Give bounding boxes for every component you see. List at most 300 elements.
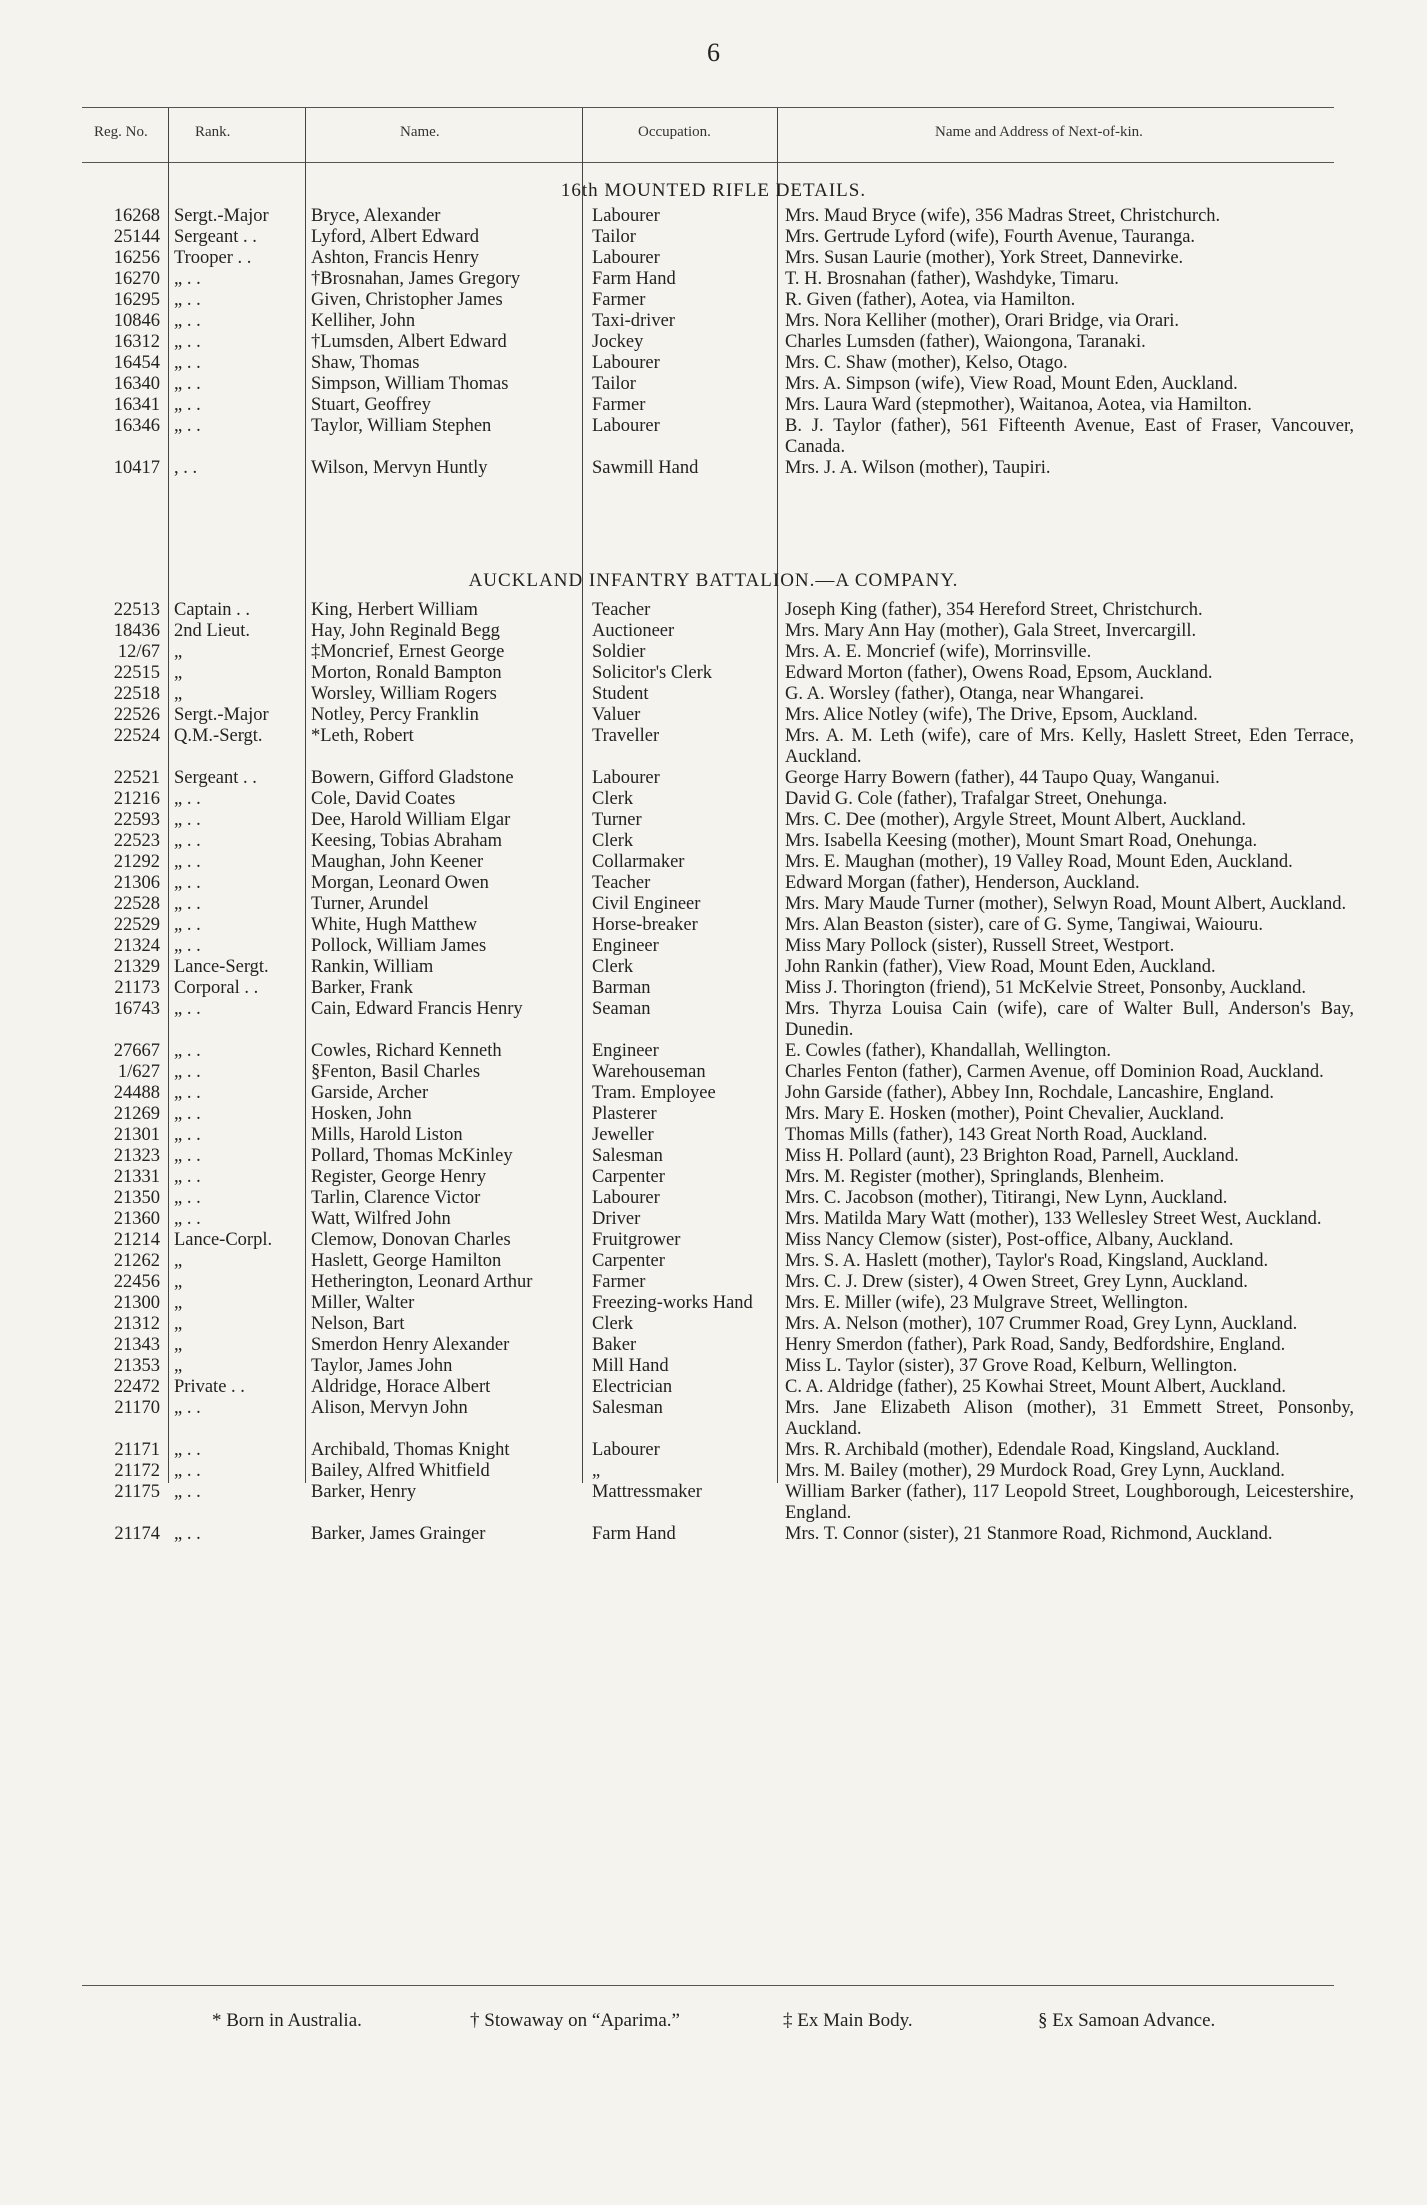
occupation-cell: Student	[592, 684, 649, 704]
occupation-cell: Engineer	[592, 1041, 659, 1061]
next-of-kin-cell: Mrs. A. E. Moncrief (wife), Morrinsville.	[785, 642, 1092, 662]
rank-cell: „ . .	[174, 332, 201, 352]
roll-row	[82, 831, 1354, 852]
next-of-kin-cell: Mrs. Alice Notley (wife), The Drive, Epsom, Auckland.	[785, 705, 1198, 725]
next-of-kin-cell: Mrs. Matilda Mary Watt (mother), 133 Wellesley Street West, Auckland.	[785, 1209, 1322, 1229]
reg-no-cell: 21324	[113, 936, 160, 956]
roll-row	[82, 1104, 1354, 1125]
name-cell: Given, Christopher James	[311, 290, 503, 310]
rank-cell: „	[174, 684, 183, 704]
reg-no-cell: 16270	[113, 269, 160, 289]
reg-no-cell: 21214	[113, 1230, 160, 1250]
name-cell: Wilson, Mervyn Huntly	[311, 458, 488, 478]
roll-row	[82, 936, 1354, 957]
occupation-cell: Turner	[592, 810, 642, 830]
name-cell: Ashton, Francis Henry	[311, 248, 480, 268]
rank-cell: „ . .	[174, 1041, 201, 1061]
next-of-kin-cell: Edward Morton (father), Owens Road, Epsom, Auckland.	[785, 663, 1213, 683]
roll-row	[82, 810, 1354, 831]
reg-no-cell: 24488	[113, 1083, 160, 1103]
rank-cell: „ . .	[174, 311, 201, 331]
rank-cell: Trooper . .	[174, 248, 252, 268]
occupation-cell: Valuer	[592, 705, 641, 725]
roll-row	[82, 1062, 1354, 1083]
rank-cell: „	[174, 663, 183, 683]
reg-no-cell: 10846	[113, 311, 160, 331]
rank-cell: „ . .	[174, 873, 201, 893]
rank-cell: Private . .	[174, 1377, 245, 1397]
roll-row	[82, 957, 1354, 978]
occupation-cell: Jeweller	[592, 1125, 654, 1145]
rank-cell: „ . .	[174, 374, 201, 394]
roll-row	[82, 1356, 1354, 1377]
occupation-cell: Farmer	[592, 1272, 646, 1292]
rank-cell: „	[174, 1251, 183, 1271]
roll-row	[82, 1146, 1354, 1167]
reg-no-cell: 21312	[113, 1314, 160, 1334]
name-cell: Kelliher, John	[311, 311, 416, 331]
next-of-kin-cell: Mrs. Laura Ward (stepmother), Waitanoa, Aotea, via Hamilton.	[785, 395, 1252, 415]
rank-cell: 2nd Lieut.	[174, 621, 251, 641]
name-cell: Notley, Percy Franklin	[311, 705, 479, 725]
roll-row	[82, 248, 1354, 269]
rank-cell: „	[174, 1314, 183, 1334]
next-of-kin-cell: Mrs. Isabella Keesing (mother), Mount Smart Road, Onehunga.	[785, 831, 1258, 851]
next-of-kin-cell: Mrs. Mary Maude Turner (mother), Selwyn Road, Mount Albert, Auckland.	[785, 894, 1347, 914]
rank-cell: „ . .	[174, 353, 201, 373]
header-top-rule	[82, 107, 1334, 108]
reg-no-cell: 22513	[113, 600, 160, 620]
occupation-cell: Labourer	[592, 248, 660, 268]
occupation-cell: Carpenter	[592, 1167, 665, 1187]
next-of-kin-cell: R. Given (father), Aotea, via Hamilton.	[785, 290, 1076, 310]
header-occupation: Occupation.	[638, 124, 711, 140]
next-of-kin-cell: Mrs. C. Shaw (mother), Kelso, Otago.	[785, 353, 1068, 373]
rank-cell: „	[174, 642, 183, 662]
rank-cell: „ . .	[174, 395, 201, 415]
occupation-cell: Traveller	[592, 726, 660, 746]
next-of-kin-cell: C. A. Aldridge (father), 25 Kowhai Street, Mount Albert, Auckland.	[785, 1377, 1286, 1397]
name-cell: Cole, David Coates	[311, 789, 456, 809]
reg-no-cell: 21173	[114, 978, 160, 998]
name-cell: Barker, Henry	[311, 1482, 417, 1502]
reg-no-cell: 16340	[113, 374, 160, 394]
roll-row	[82, 873, 1354, 894]
next-of-kin-cell: Mrs. Alan Beaston (sister), care of G. Syme, Tangiwai, Waiouru.	[785, 915, 1263, 935]
rank-cell: Sergeant . .	[174, 768, 257, 788]
name-cell: ‡Moncrief, Ernest George	[311, 642, 505, 662]
name-cell: Shaw, Thomas	[311, 353, 420, 373]
name-cell: Turner, Arundel	[311, 894, 429, 914]
roll-row	[82, 227, 1354, 248]
roll-row	[82, 1125, 1354, 1146]
name-cell: Archibald, Thomas Knight	[311, 1440, 510, 1460]
name-cell: Bailey, Alfred Whitfield	[311, 1461, 490, 1481]
next-of-kin-cell: G. A. Worsley (father), Otanga, near Whangarei.	[785, 684, 1144, 704]
reg-no-cell: 21269	[113, 1104, 160, 1124]
name-cell: Lyford, Albert Edward	[311, 227, 479, 247]
header-next-of-kin: Name and Address of Next-of-kin.	[935, 124, 1143, 140]
section-title-auckland-infantry: AUCKLAND INFANTRY BATTALION.—A COMPANY.	[468, 570, 959, 591]
occupation-cell: Labourer	[592, 206, 660, 226]
next-of-kin-cell: Mrs. M. Register (mother), Springlands, Blenheim.	[785, 1167, 1165, 1187]
occupation-cell: Freezing-works Hand	[592, 1293, 753, 1313]
name-cell: King, Herbert William	[311, 600, 478, 620]
roll-row	[82, 1482, 1354, 1524]
rank-cell: „ . .	[174, 1398, 201, 1418]
occupation-cell: Auctioneer	[592, 621, 675, 641]
reg-no-cell: 21175	[114, 1482, 160, 1502]
reg-no-cell: 16454	[113, 353, 160, 373]
rank-cell: „ . .	[174, 1461, 201, 1481]
rank-cell: „ . .	[174, 936, 201, 956]
roll-row	[82, 684, 1354, 705]
occupation-cell: Farm Hand	[592, 269, 676, 289]
reg-no-cell: 21329	[113, 957, 160, 977]
roll-row	[82, 999, 1354, 1041]
occupation-cell: Carpenter	[592, 1251, 665, 1271]
roll-row	[82, 1230, 1354, 1251]
occupation-cell: Clerk	[592, 1314, 634, 1334]
name-cell: Cain, Edward Francis Henry	[311, 999, 523, 1019]
rank-cell: „ . .	[174, 1062, 201, 1082]
next-of-kin-cell: Henry Smerdon (father), Park Road, Sandy, Bedfordshire, England.	[785, 1335, 1286, 1355]
occupation-cell: Labourer	[592, 353, 660, 373]
rank-cell: „ . .	[174, 1440, 201, 1460]
occupation-cell: Mattressmaker	[592, 1482, 702, 1502]
rank-cell: Corporal . .	[174, 978, 259, 998]
name-cell: Pollard, Thomas McKinley	[311, 1146, 513, 1166]
roll-row	[82, 1293, 1354, 1314]
rank-cell: „ . .	[174, 416, 201, 436]
next-of-kin-cell: Mrs. Nora Kelliher (mother), Orari Bridge, via Orari.	[785, 311, 1180, 331]
next-of-kin-cell: Mrs. Thyrza Louisa Cain (wife), care of Walter Bull, Anderson's Bay, Dunedin.	[785, 999, 1354, 1040]
name-cell: Watt, Wilfred John	[311, 1209, 451, 1229]
roll-row	[82, 311, 1354, 332]
next-of-kin-cell: Charles Fenton (father), Carmen Avenue, off Dominion Road, Auckland.	[785, 1062, 1324, 1082]
reg-no-cell: 21174	[114, 1524, 160, 1544]
name-cell: Pollock, William James	[311, 936, 487, 956]
name-cell: Smerdon Henry Alexander	[311, 1335, 510, 1355]
roll-row	[82, 1524, 1354, 1545]
occupation-cell: Clerk	[592, 831, 634, 851]
next-of-kin-cell: Mrs. E. Maughan (mother), 19 Valley Road, Mount Eden, Auckland.	[785, 852, 1293, 872]
roll-row	[82, 1188, 1354, 1209]
reg-no-cell: 22526	[113, 705, 160, 725]
occupation-cell: Fruitgrower	[592, 1230, 681, 1250]
occupation-cell: Civil Engineer	[592, 894, 701, 914]
rank-cell: „	[174, 1272, 183, 1292]
reg-no-cell: 16346	[113, 416, 160, 436]
next-of-kin-cell: John Rankin (father), View Road, Mount Eden, Auckland.	[785, 957, 1216, 977]
reg-no-cell: 12/67	[117, 642, 160, 662]
next-of-kin-cell: Mrs. Jane Elizabeth Alison (mother), 31 Emmett Street, Ponsonby, Auckland.	[785, 1398, 1354, 1439]
reg-no-cell: 22524	[113, 726, 160, 746]
roll-row	[82, 978, 1354, 999]
reg-no-cell: 21350	[113, 1188, 160, 1208]
next-of-kin-cell: Mrs. C. Dee (mother), Argyle Street, Mount Albert, Auckland.	[785, 810, 1247, 830]
roll-row	[82, 1377, 1354, 1398]
roll-row	[82, 642, 1354, 663]
reg-no-cell: 21292	[113, 852, 160, 872]
occupation-cell: Labourer	[592, 416, 660, 436]
roll-row	[82, 1440, 1354, 1461]
reg-no-cell: 27667	[113, 1041, 160, 1061]
rank-cell: „ . .	[174, 999, 201, 1019]
name-cell: Barker, Frank	[311, 978, 414, 998]
page-number: 6	[707, 38, 720, 67]
rank-cell: Lance-Corpl.	[174, 1230, 273, 1250]
name-cell: Hetherington, Leonard Arthur	[311, 1272, 533, 1292]
reg-no-cell: 10417	[113, 458, 160, 478]
occupation-cell: Farm Hand	[592, 1524, 676, 1544]
rank-cell: „ . .	[174, 915, 201, 935]
reg-no-cell: 22593	[113, 810, 160, 830]
reg-no-cell: 21301	[113, 1125, 160, 1145]
roll-row	[82, 1272, 1354, 1293]
next-of-kin-cell: Mrs. Mary E. Hosken (mother), Point Chevalier, Auckland.	[785, 1104, 1225, 1124]
reg-no-cell: 22472	[113, 1377, 160, 1397]
next-of-kin-cell: Mrs. C. Jacobson (mother), Titirangi, New Lynn, Auckland.	[785, 1188, 1228, 1208]
name-cell: Cowles, Richard Kenneth	[311, 1041, 502, 1061]
roll-row	[82, 768, 1354, 789]
occupation-cell: Salesman	[592, 1398, 663, 1418]
occupation-cell: Baker	[592, 1335, 637, 1355]
next-of-kin-cell: Mrs. A. M. Leth (wife), care of Mrs. Kelly, Haslett Street, Eden Terrace, Auckland.	[785, 726, 1354, 767]
roll-row	[82, 395, 1354, 416]
rank-cell: „	[174, 1293, 183, 1313]
next-of-kin-cell: John Garside (father), Abbey Inn, Rochdale, Lancashire, England.	[785, 1083, 1275, 1103]
name-cell: Simpson, William Thomas	[311, 374, 509, 394]
name-cell: Stuart, Geoffrey	[311, 395, 431, 415]
reg-no-cell: 21170	[114, 1398, 160, 1418]
rank-cell: „ . .	[174, 1083, 201, 1103]
header-bottom-rule	[82, 162, 1334, 163]
occupation-cell: Horse-breaker	[592, 915, 698, 935]
name-cell: Hay, John Reginald Begg	[311, 621, 500, 641]
next-of-kin-cell: David G. Cole (father), Trafalgar Street, Onehunga.	[785, 789, 1168, 809]
rank-cell: „ . .	[174, 1104, 201, 1124]
occupation-cell: Salesman	[592, 1146, 663, 1166]
occupation-cell: Farmer	[592, 290, 646, 310]
roll-row	[82, 726, 1354, 768]
roll-row	[82, 353, 1354, 374]
next-of-kin-cell: E. Cowles (father), Khandallah, Wellington.	[785, 1041, 1111, 1061]
occupation-cell: Clerk	[592, 789, 634, 809]
rank-cell: Lance-Sergt.	[174, 957, 269, 977]
occupation-cell: Engineer	[592, 936, 659, 956]
next-of-kin-cell: Mrs. E. Miller (wife), 23 Mulgrave Street, Wellington.	[785, 1293, 1189, 1313]
occupation-cell: Mill Hand	[592, 1356, 669, 1376]
auckland-infantry-table	[82, 600, 1354, 1545]
next-of-kin-cell: Mrs. A. Nelson (mother), 107 Crummer Road, Grey Lynn, Auckland.	[785, 1314, 1298, 1334]
rank-cell: „	[174, 1356, 183, 1376]
occupation-cell: Taxi-driver	[592, 311, 675, 331]
rank-cell: „ . .	[174, 810, 201, 830]
footnote-born-australia: * Born in Australia.	[212, 2010, 362, 2031]
name-cell: Morgan, Leonard Owen	[311, 873, 489, 893]
name-cell: Aldridge, Horace Albert	[311, 1377, 491, 1397]
next-of-kin-cell: Charles Lumsden (father), Waiongona, Taranaki.	[785, 332, 1146, 352]
name-cell: Miller, Walter	[311, 1293, 415, 1313]
roll-row	[82, 1398, 1354, 1440]
name-cell: Keesing, Tobias Abraham	[311, 831, 503, 851]
name-cell: †Lumsden, Albert Edward	[311, 332, 507, 352]
name-cell: *Leth, Robert	[311, 726, 414, 746]
roll-row	[82, 1251, 1354, 1272]
occupation-cell: Farmer	[592, 395, 646, 415]
next-of-kin-cell: Miss H. Pollard (aunt), 23 Brighton Road, Parnell, Auckland.	[785, 1146, 1239, 1166]
name-cell: Rankin, William	[311, 957, 434, 977]
name-cell: Tarlin, Clarence Victor	[311, 1188, 481, 1208]
next-of-kin-cell: Mrs. Susan Laurie (mother), York Street, Dannevirke.	[785, 248, 1184, 268]
occupation-cell: Teacher	[592, 600, 651, 620]
next-of-kin-cell: Joseph King (father), 354 Hereford Street, Christchurch.	[785, 600, 1203, 620]
next-of-kin-cell: B. J. Taylor (father), 561 Fifteenth Avenue, East of Fraser, Vancouver, Canada.	[785, 416, 1354, 457]
reg-no-cell: 22521	[113, 768, 160, 788]
rank-cell: „ . .	[174, 1482, 201, 1502]
reg-no-cell: 18436	[113, 621, 160, 641]
next-of-kin-cell: Mrs. R. Archibald (mother), Edendale Road, Kingsland, Auckland.	[785, 1440, 1280, 1460]
rank-cell: Sergeant . .	[174, 227, 257, 247]
header-rank: Rank.	[195, 124, 231, 140]
rank-cell: „	[174, 1335, 183, 1355]
occupation-cell: Sawmill Hand	[592, 458, 699, 478]
rank-cell: „ . .	[174, 894, 201, 914]
reg-no-cell: 21171	[114, 1440, 160, 1460]
occupation-cell: Jockey	[592, 332, 644, 352]
occupation-cell: Tailor	[592, 227, 636, 247]
rank-cell: „ . .	[174, 1209, 201, 1229]
next-of-kin-cell: Mrs. S. A. Haslett (mother), Taylor's Road, Kingsland, Auckland.	[785, 1251, 1269, 1271]
reg-no-cell: 21262	[113, 1251, 160, 1271]
next-of-kin-cell: Miss J. Thorington (friend), 51 McKelvie Street, Ponsonby, Auckland.	[785, 978, 1307, 998]
roll-row	[82, 663, 1354, 684]
name-cell: Maughan, John Keener	[311, 852, 484, 872]
reg-no-cell: 21216	[113, 789, 160, 809]
reg-no-cell: 16295	[113, 290, 160, 310]
reg-no-cell: 1/627	[117, 1062, 160, 1082]
occupation-cell: Clerk	[592, 957, 634, 977]
name-cell: White, Hugh Matthew	[311, 915, 477, 935]
occupation-cell: Collarmaker	[592, 852, 685, 872]
name-cell: Barker, James Grainger	[311, 1524, 486, 1544]
footnote-ex-samoan: § Ex Samoan Advance.	[1038, 2010, 1216, 2031]
roll-row	[82, 705, 1354, 726]
rank-cell: „ . .	[174, 290, 201, 310]
next-of-kin-cell: Mrs. M. Bailey (mother), 29 Murdock Road, Grey Lynn, Auckland.	[785, 1461, 1285, 1481]
occupation-cell: „	[592, 1461, 601, 1481]
roll-row	[82, 269, 1354, 290]
name-cell: Dee, Harold William Elgar	[311, 810, 511, 830]
roll-row	[82, 332, 1354, 353]
occupation-cell: Warehouseman	[592, 1062, 706, 1082]
name-cell: Alison, Mervyn John	[311, 1398, 468, 1418]
roll-row	[82, 458, 1354, 479]
reg-no-cell: 16743	[113, 999, 160, 1019]
rank-cell: „ . .	[174, 831, 201, 851]
reg-no-cell: 22515	[113, 663, 160, 683]
roll-row	[82, 1461, 1354, 1482]
roll-row	[82, 894, 1354, 915]
rank-cell: Captain . .	[174, 600, 251, 620]
header-name: Name.	[400, 124, 440, 140]
roll-row	[82, 206, 1354, 227]
rank-cell: „ . .	[174, 1524, 201, 1544]
next-of-kin-cell: Miss L. Taylor (sister), 37 Grove Road, Kelburn, Wellington.	[785, 1356, 1238, 1376]
reg-no-cell: 21360	[113, 1209, 160, 1229]
roll-row	[82, 600, 1354, 621]
reg-no-cell: 21306	[113, 873, 160, 893]
reg-no-cell: 21353	[113, 1356, 160, 1376]
name-cell: Mills, Harold Liston	[311, 1125, 463, 1145]
name-cell: Taylor, William Stephen	[311, 416, 492, 436]
occupation-cell: Labourer	[592, 1188, 660, 1208]
next-of-kin-cell: George Harry Bowern (father), 44 Taupo Quay, Wanganui.	[785, 768, 1220, 788]
next-of-kin-cell: Mrs. Mary Ann Hay (mother), Gala Street, Invercargill.	[785, 621, 1197, 641]
footnote-stowaway: † Stowaway on “Aparima.”	[470, 2010, 680, 2031]
roll-row	[82, 290, 1354, 311]
name-cell: Clemow, Donovan Charles	[311, 1230, 511, 1250]
reg-no-cell: 22528	[113, 894, 160, 914]
roll-row	[82, 1167, 1354, 1188]
rank-cell: „ . .	[174, 852, 201, 872]
roll-row	[82, 915, 1354, 936]
reg-no-cell: 16312	[113, 332, 160, 352]
next-of-kin-cell: Mrs. J. A. Wilson (mother), Taupiri.	[785, 458, 1051, 478]
next-of-kin-cell: Mrs. A. Simpson (wife), View Road, Mount Eden, Auckland.	[785, 374, 1238, 394]
rank-cell: „ . .	[174, 1146, 201, 1166]
rank-cell: „ . .	[174, 1125, 201, 1145]
roll-row	[82, 789, 1354, 810]
reg-no-cell: 16341	[113, 395, 160, 415]
name-cell: Nelson, Bart	[311, 1314, 405, 1334]
roll-row	[82, 1083, 1354, 1104]
roll-row	[82, 1041, 1354, 1062]
occupation-cell: Driver	[592, 1209, 641, 1229]
occupation-cell: Teacher	[592, 873, 651, 893]
rank-cell: Sergt.-Major	[174, 206, 269, 226]
next-of-kin-cell: Mrs. Maud Bryce (wife), 356 Madras Street, Christchurch.	[785, 206, 1221, 226]
roll-row	[82, 1335, 1354, 1356]
reg-no-cell: 21300	[113, 1293, 160, 1313]
reg-no-cell: 16256	[113, 248, 160, 268]
reg-no-cell: 22529	[113, 915, 160, 935]
name-cell: Worsley, William Rogers	[311, 684, 497, 704]
name-cell: Garside, Archer	[311, 1083, 429, 1103]
occupation-cell: Plasterer	[592, 1104, 657, 1124]
reg-no-cell: 21172	[114, 1461, 160, 1481]
rank-cell: „ . .	[174, 789, 201, 809]
occupation-cell: Labourer	[592, 768, 660, 788]
next-of-kin-cell: Thomas Mills (father), 143 Great North Road, Auckland.	[785, 1125, 1208, 1145]
next-of-kin-cell: Miss Nancy Clemow (sister), Post-office, Albany, Auckland.	[785, 1230, 1234, 1250]
reg-no-cell: 21331	[113, 1167, 160, 1187]
next-of-kin-cell: Mrs. Gertrude Lyford (wife), Fourth Avenue, Tauranga.	[785, 227, 1196, 247]
name-cell: †Brosnahan, James Gregory	[311, 269, 521, 289]
rank-cell: , . .	[174, 458, 198, 478]
rank-cell: „ . .	[174, 1188, 201, 1208]
name-cell: Bowern, Gifford Gladstone	[311, 768, 514, 788]
name-cell: Morton, Ronald Bampton	[311, 663, 502, 683]
reg-no-cell: 21323	[113, 1146, 160, 1166]
roll-row	[82, 1314, 1354, 1335]
rank-cell: Q.M.-Sergt.	[174, 726, 263, 746]
reg-no-cell: 21343	[113, 1335, 160, 1355]
next-of-kin-cell: Mrs. T. Connor (sister), 21 Stanmore Road, Richmond, Auckland.	[785, 1524, 1273, 1544]
header-reg-no: Reg. No.	[94, 124, 148, 140]
name-cell: Haslett, George Hamilton	[311, 1251, 502, 1271]
